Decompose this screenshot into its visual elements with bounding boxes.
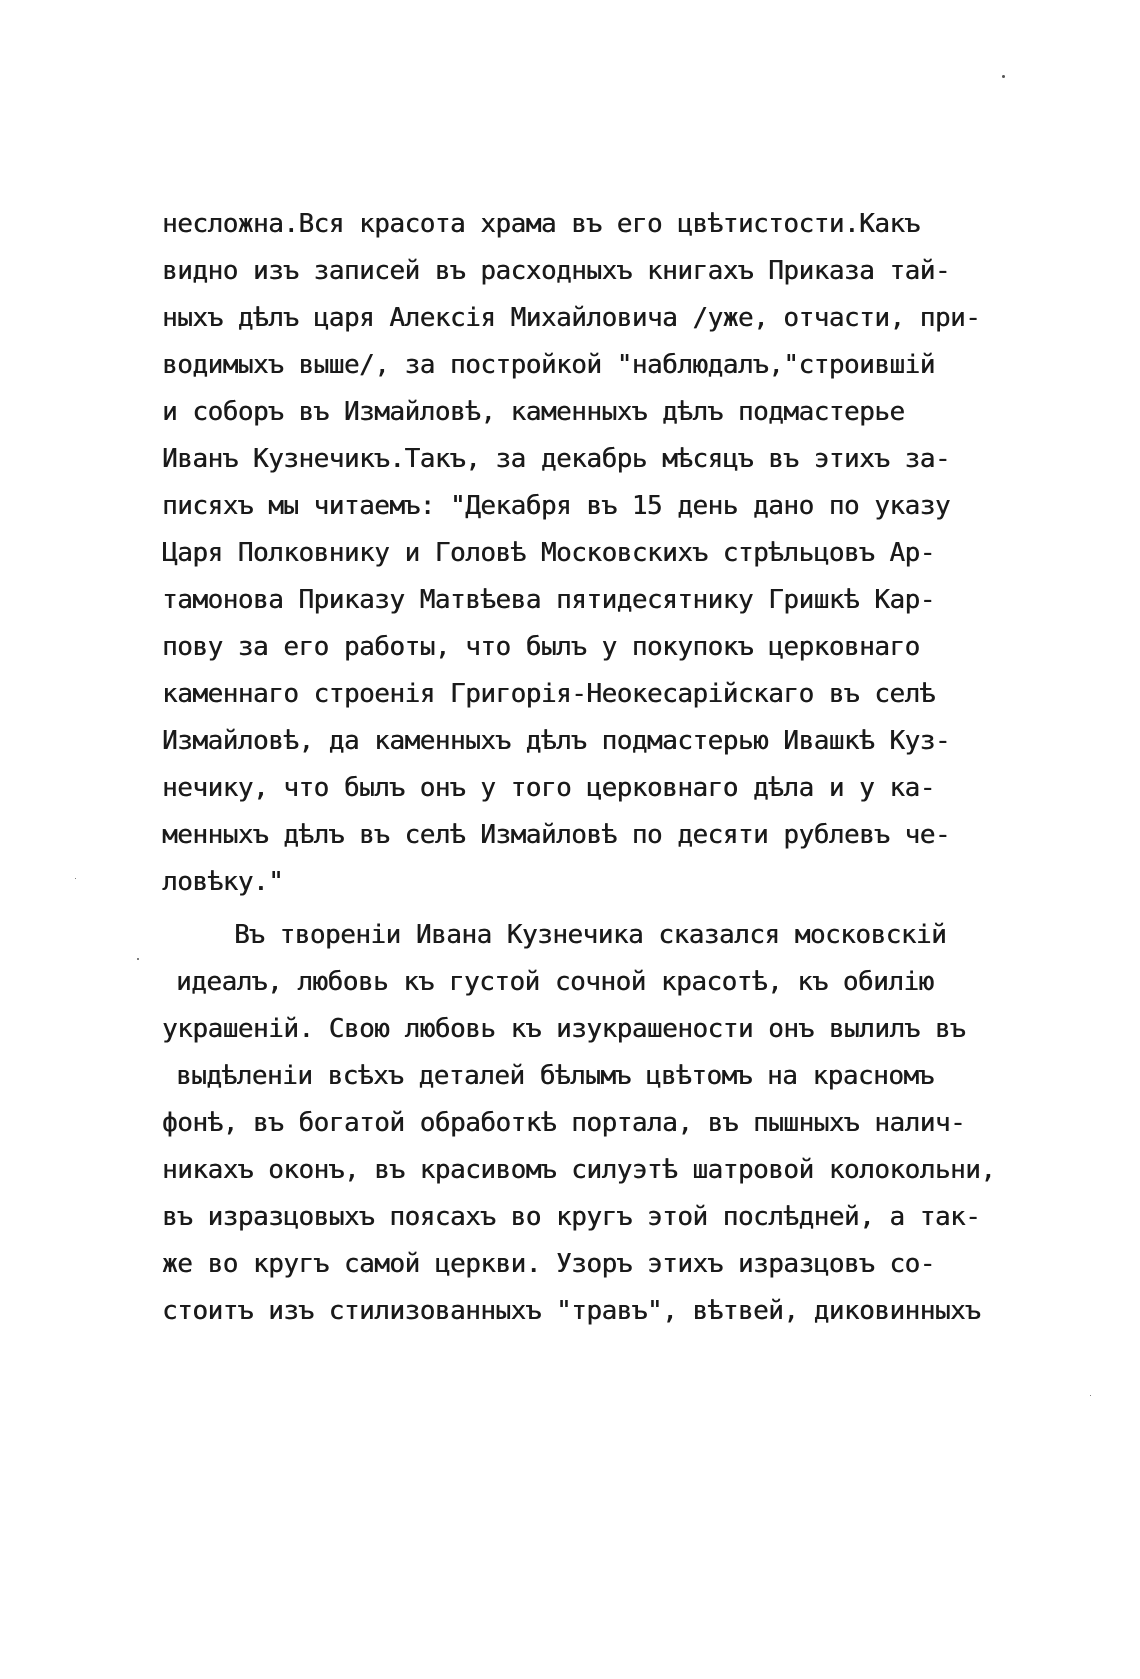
- text-line: нечику, что былъ онъ у того церковнаго дѣла и у ка-: [162, 773, 935, 803]
- text-line: менныхъ дѣлъ въ селѣ Измайловѣ по десяти рублевъ че-: [162, 820, 950, 850]
- scan-speck: [1090, 1395, 1091, 1396]
- text-line: несложна.Вся красота храма въ его цвѣтистости.Какъ: [162, 209, 920, 239]
- text-line: Иванъ Кузнечикъ.Такъ, за декабрь мѣсяцъ въ этихъ за-: [162, 444, 950, 474]
- text-line: же во кругъ самой церкви. Узоръ этихъ изразцовъ со-: [162, 1249, 935, 1279]
- scan-speck: [1002, 75, 1005, 78]
- scan-speck: [75, 878, 76, 879]
- text-line: писяхъ мы читаемъ: "Декабря въ 15 день дано по указу: [162, 491, 950, 521]
- text-line: украшеній. Свою любовь къ изукрашености онъ вылилъ въ: [162, 1014, 966, 1044]
- text-line: пову за его работы, что былъ у покупокъ церковнаго: [162, 632, 920, 662]
- text-line: идеалъ, любовь къ густой сочной красотѣ, къ обилію: [176, 967, 934, 997]
- text-line: Измайловѣ, да каменныхъ дѣлъ подмастерью Ивашкѣ Куз-: [162, 726, 950, 756]
- text-line: тамонова Приказу Матвѣева пятидесятнику Гришкѣ Кар-: [162, 585, 935, 615]
- text-line: ныхъ дѣлъ царя Алексія Михайловича /уже, отчасти, при-: [162, 303, 981, 333]
- text-line: Въ твореніи Ивана Кузнечика сказался московскій: [234, 920, 947, 950]
- text-line: ловѣку.": [162, 867, 284, 897]
- text-line: никахъ оконъ, въ красивомъ силуэтѣ шатровой колокольни,: [162, 1155, 996, 1185]
- text-line: водимыхъ выше/, за постройкой "наблюдалъ,"строившій: [162, 350, 935, 380]
- text-line: выдѣленіи всѣхъ деталей бѣлымъ цвѣтомъ на красномъ: [176, 1061, 934, 1091]
- scan-speck: [137, 958, 139, 960]
- text-line: каменнаго строенія Григорія-Неокесарійскаго въ селѣ: [162, 679, 935, 709]
- text-line: и соборъ въ Измайловѣ, каменныхъ дѣлъ подмастерье: [162, 397, 905, 427]
- text-line: видно изъ записей въ расходныхъ книгахъ Приказа тай-: [162, 256, 950, 286]
- text-line: Царя Полковнику и Головѣ Московскихъ стрѣльцовъ Ар-: [162, 538, 935, 568]
- text-line: стоитъ изъ стилизованныхъ "травъ", вѣтвей, диковинныхъ: [162, 1296, 981, 1326]
- text-line: фонѣ, въ богатой обработкѣ портала, въ пышныхъ налич-: [162, 1108, 966, 1138]
- text-line: въ изразцовыхъ поясахъ во кругъ этой послѣдней, а так-: [162, 1202, 981, 1232]
